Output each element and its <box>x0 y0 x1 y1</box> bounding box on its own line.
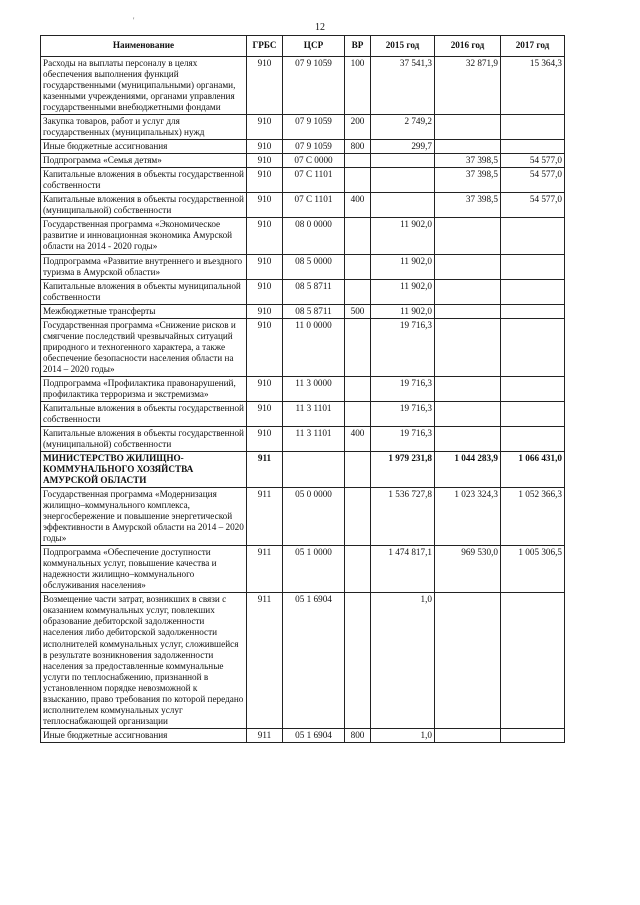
cell-name: Подпрограмма «Обеспечение доступности коммунальных услуг, повышение качества и надежности жилищно–коммунального обслуживания населения» <box>41 546 247 593</box>
header-vr: ВР <box>345 36 371 57</box>
table-row <box>41 452 565 488</box>
cell-2017: 1 005 306,5 <box>501 546 565 593</box>
cell-2016 <box>435 140 501 154</box>
cell-vr: 800 <box>345 728 371 742</box>
cell-2015: 19 716,3 <box>371 318 435 376</box>
cell-2016 <box>435 593 501 728</box>
table-row <box>41 168 565 193</box>
cell-grbs: 910 <box>247 376 283 401</box>
table-row <box>41 254 565 279</box>
cell-name: Капитальные вложения в объекты государственной (муниципальной) собственности <box>41 426 247 451</box>
cell-2016: 1 023 324,3 <box>435 488 501 546</box>
cell-2015: 19 716,3 <box>371 426 435 451</box>
cell-name: Капитальные вложения в объекты государственной собственности <box>41 401 247 426</box>
cell-2017 <box>501 401 565 426</box>
cell-2015: 1,0 <box>371 593 435 728</box>
cell-grbs: 911 <box>247 488 283 546</box>
cell-name: Капитальные вложения в объекты муниципальной собственности <box>41 279 247 304</box>
cell-name: Государственная программа «Экономическое развитие и инновационная экономика Амурской области на 2014 - 2020 годы» <box>41 218 247 254</box>
header-csr: ЦСР <box>283 36 345 57</box>
table-row <box>41 140 565 154</box>
cell-csr: 05 0 0000 <box>283 488 345 546</box>
cell-2017: 54 577,0 <box>501 193 565 218</box>
cell-name: МИНИСТЕРСТВО ЖИЛИЩНО-КОММУНАЛЬНОГО ХОЗЯЙСТВА АМУРСКОЙ ОБЛАСТИ <box>41 452 247 488</box>
cell-name: Иные бюджетные ассигнования <box>41 728 247 742</box>
cell-2016 <box>435 376 501 401</box>
cell-vr: 500 <box>345 304 371 318</box>
table-row <box>41 193 565 218</box>
cell-csr: 07 С 1101 <box>283 168 345 193</box>
cell-grbs: 910 <box>247 426 283 451</box>
cell-grbs: 910 <box>247 401 283 426</box>
cell-csr: 07 9 1059 <box>283 140 345 154</box>
cell-2017: 54 577,0 <box>501 154 565 168</box>
header-2017: 2017 год <box>501 36 565 57</box>
cell-2016 <box>435 218 501 254</box>
cell-2016 <box>435 728 501 742</box>
cell-vr <box>345 401 371 426</box>
cell-2017 <box>501 140 565 154</box>
cell-vr <box>345 154 371 168</box>
table-row <box>41 154 565 168</box>
cell-2015: 11 902,0 <box>371 279 435 304</box>
cell-name: Капитальные вложения в объекты государственной собственности <box>41 168 247 193</box>
table-header-row <box>41 36 565 57</box>
cell-2015: 1 536 727,8 <box>371 488 435 546</box>
table-row <box>41 318 565 376</box>
table-row <box>41 401 565 426</box>
header-grbs: ГРБС <box>247 36 283 57</box>
cell-csr: 11 3 1101 <box>283 401 345 426</box>
cell-2016 <box>435 254 501 279</box>
cell-2016: 1 044 283,9 <box>435 452 501 488</box>
cell-csr: 05 1 6904 <box>283 593 345 728</box>
cell-vr <box>345 254 371 279</box>
cell-2016: 32 871,9 <box>435 57 501 115</box>
cell-vr: 800 <box>345 140 371 154</box>
cell-grbs: 910 <box>247 154 283 168</box>
budget-table <box>40 35 565 743</box>
cell-grbs: 910 <box>247 140 283 154</box>
cell-vr: 400 <box>345 426 371 451</box>
cell-csr: 07 С 0000 <box>283 154 345 168</box>
cell-name: Межбюджетные трансферты <box>41 304 247 318</box>
cell-2015: 1,0 <box>371 728 435 742</box>
cell-vr <box>345 488 371 546</box>
cell-2016 <box>435 426 501 451</box>
scan-mark: ' <box>133 16 135 25</box>
table-row <box>41 426 565 451</box>
table-body <box>41 57 565 743</box>
cell-2017 <box>501 426 565 451</box>
cell-2015: 1 474 817,1 <box>371 546 435 593</box>
cell-name: Государственная программа «Снижение рисков и смягчение последствий чрезвычайных ситуаций природного и техногенного характера, а также обеспечение безопасности населения области на 2014 – 2020 годы» <box>41 318 247 376</box>
cell-grbs: 911 <box>247 452 283 488</box>
cell-vr <box>345 279 371 304</box>
table-row <box>41 279 565 304</box>
cell-vr <box>345 376 371 401</box>
cell-grbs: 911 <box>247 593 283 728</box>
cell-vr <box>345 546 371 593</box>
cell-2016: 37 398,5 <box>435 193 501 218</box>
cell-name: Капитальные вложения в объекты государственной (муниципальной) собственности <box>41 193 247 218</box>
cell-grbs: 910 <box>247 218 283 254</box>
cell-2015: 19 716,3 <box>371 401 435 426</box>
cell-2017: 1 052 366,3 <box>501 488 565 546</box>
cell-grbs: 910 <box>247 318 283 376</box>
cell-2016 <box>435 318 501 376</box>
cell-csr: 11 0 0000 <box>283 318 345 376</box>
cell-grbs: 910 <box>247 57 283 115</box>
cell-csr: 08 5 8711 <box>283 304 345 318</box>
cell-2017: 1 066 431,0 <box>501 452 565 488</box>
cell-vr <box>345 452 371 488</box>
cell-2016 <box>435 115 501 140</box>
cell-csr: 07 9 1059 <box>283 57 345 115</box>
cell-2015: 11 902,0 <box>371 254 435 279</box>
table-row <box>41 57 565 115</box>
cell-vr: 400 <box>345 193 371 218</box>
cell-grbs: 911 <box>247 546 283 593</box>
cell-2017 <box>501 254 565 279</box>
cell-name: Подпрограмма «Развитие внутреннего и въездного туризма в Амурской области» <box>41 254 247 279</box>
cell-2015: 11 902,0 <box>371 218 435 254</box>
cell-2016 <box>435 279 501 304</box>
cell-grbs: 910 <box>247 304 283 318</box>
table-row <box>41 728 565 742</box>
cell-name: Государственная программа «Модернизация жилищно–коммунального комплекса, энергосбережение и повышение энергетической эффективности в Амурской области на 2014 – 2020 годы» <box>41 488 247 546</box>
cell-2015: 2 749,2 <box>371 115 435 140</box>
cell-2016: 969 530,0 <box>435 546 501 593</box>
cell-2016 <box>435 304 501 318</box>
cell-csr: 05 1 0000 <box>283 546 345 593</box>
header-2016: 2016 год <box>435 36 501 57</box>
cell-grbs: 910 <box>247 115 283 140</box>
cell-csr: 11 3 0000 <box>283 376 345 401</box>
cell-csr: 07 9 1059 <box>283 115 345 140</box>
cell-vr <box>345 168 371 193</box>
cell-csr: 08 5 8711 <box>283 279 345 304</box>
cell-2015: 11 902,0 <box>371 304 435 318</box>
cell-2016 <box>435 401 501 426</box>
cell-2015: 19 716,3 <box>371 376 435 401</box>
cell-name: Подпрограмма «Профилактика правонарушений, профилактика терроризма и экстремизма» <box>41 376 247 401</box>
cell-vr <box>345 318 371 376</box>
cell-2017 <box>501 318 565 376</box>
table-row <box>41 488 565 546</box>
cell-name: Возмещение части затрат, возникших в связи с оказанием коммунальных услуг, повлекших образование дебиторской задолженности населения либо дебиторской задолженности исполнителей коммунальных услуг, сложившейся в результате возникновения задолженности населения за предоставленные коммунальные услуги по теплоснабжению, признанной в установленном порядке невозможной к взысканию, право требования по которой передано исполнителем коммунальных услуг теплоснабжающей организации <box>41 593 247 728</box>
cell-vr: 100 <box>345 57 371 115</box>
cell-vr <box>345 218 371 254</box>
cell-2016: 37 398,5 <box>435 154 501 168</box>
cell-csr <box>283 452 345 488</box>
cell-csr: 11 3 1101 <box>283 426 345 451</box>
cell-csr: 08 0 0000 <box>283 218 345 254</box>
cell-2017 <box>501 376 565 401</box>
cell-vr <box>345 593 371 728</box>
table-row <box>41 218 565 254</box>
cell-name: Иные бюджетные ассигнования <box>41 140 247 154</box>
cell-2015: 37 541,3 <box>371 57 435 115</box>
cell-2015 <box>371 154 435 168</box>
cell-csr: 08 5 0000 <box>283 254 345 279</box>
cell-2017 <box>501 728 565 742</box>
page-number: 12 <box>315 22 325 33</box>
cell-2017 <box>501 115 565 140</box>
cell-csr: 07 С 1101 <box>283 193 345 218</box>
header-name: Наименование <box>41 36 247 57</box>
table-row <box>41 546 565 593</box>
cell-csr: 05 1 6904 <box>283 728 345 742</box>
cell-name: Закупка товаров, работ и услуг для государственных (муниципальных) нужд <box>41 115 247 140</box>
cell-grbs: 910 <box>247 193 283 218</box>
header-2015: 2015 год <box>371 36 435 57</box>
cell-2017 <box>501 304 565 318</box>
cell-grbs: 910 <box>247 254 283 279</box>
cell-name: Подпрограмма «Семья детям» <box>41 154 247 168</box>
cell-2017: 15 364,3 <box>501 57 565 115</box>
cell-2015: 299,7 <box>371 140 435 154</box>
cell-2017: 54 577,0 <box>501 168 565 193</box>
cell-2017 <box>501 218 565 254</box>
cell-name: Расходы на выплаты персоналу в целях обеспечения выполнения функций государственными (муниципальными) органами, казенными учреждениями, органами управления государственными внебюджетными фондами <box>41 57 247 115</box>
cell-2015 <box>371 168 435 193</box>
table-row <box>41 593 565 728</box>
cell-2015: 1 979 231,8 <box>371 452 435 488</box>
cell-grbs: 911 <box>247 728 283 742</box>
cell-vr: 200 <box>345 115 371 140</box>
table-row <box>41 115 565 140</box>
table-row <box>41 376 565 401</box>
cell-2017 <box>501 279 565 304</box>
cell-grbs: 910 <box>247 168 283 193</box>
table-row <box>41 304 565 318</box>
cell-grbs: 910 <box>247 279 283 304</box>
cell-2016: 37 398,5 <box>435 168 501 193</box>
cell-2015 <box>371 193 435 218</box>
cell-2017 <box>501 593 565 728</box>
